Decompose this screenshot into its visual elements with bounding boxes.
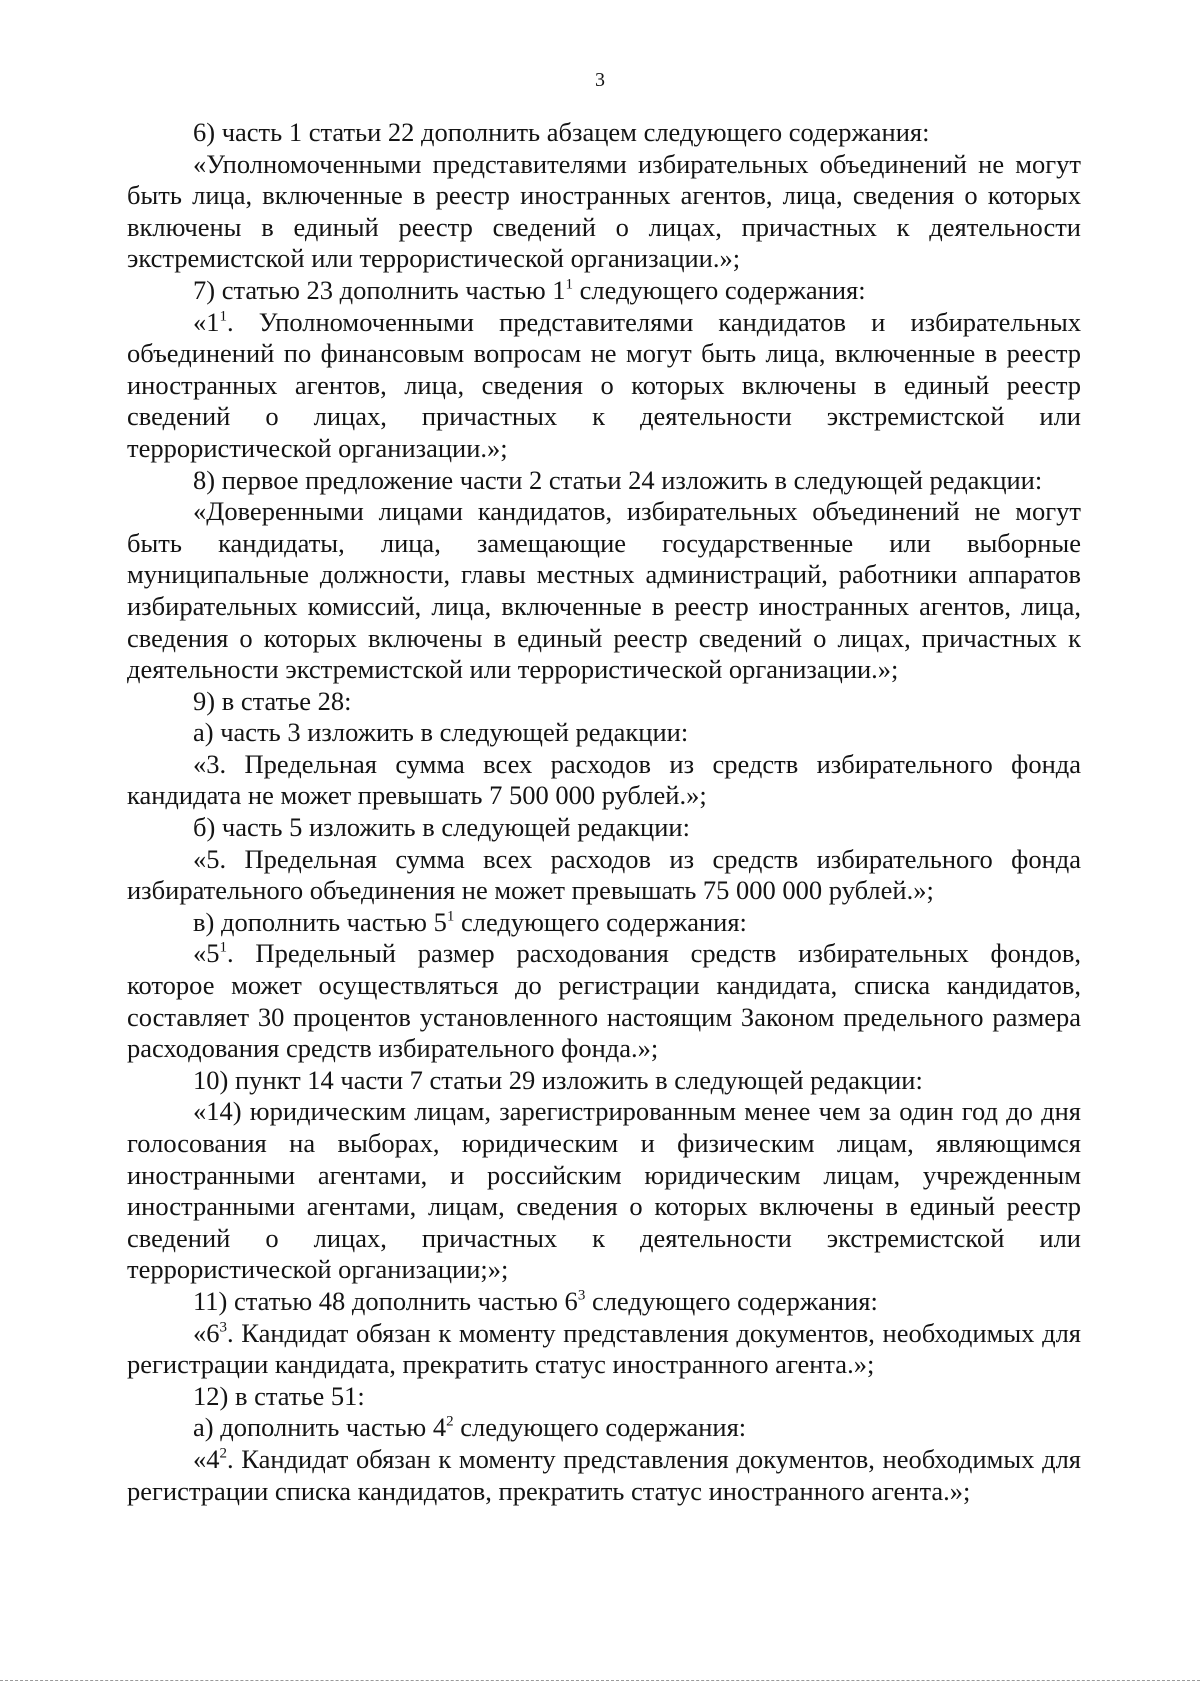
paragraph: «Уполномоченными представителями избирательных объединений не могут быть лица, включенные в реестр иностранных агентов, лица, сведения о которых включены в единый реестр сведений о лицах, причастных к деятельности экстремистской или террористической организации.»;: [127, 148, 1081, 274]
paragraph: 6) часть 1 статьи 22 дополнить абзацем следующего содержания:: [193, 117, 930, 147]
superscript: 1: [446, 908, 455, 925]
paragraph: «14) юридическим лицам, зарегистрированным менее чем за один год до дня голосования на выборах, юридическим и физическим лицам, являющимся иностранными агентами, и российским юридическим лицам, учрежденным иностранными агентами, лицам, сведения о которых включены в единый реестр сведений о лицах, причастных к деятельности экстремистской или террористической организации;»;: [127, 1096, 1081, 1285]
paragraph: б) часть 5 изложить в следующей редакции:: [193, 812, 690, 843]
paragraph: а) дополнить частью $4^2$ следующего содержания:: [193, 1412, 747, 1443]
paragraph: 11) статью 48 дополнить частью $6^3$ следующего содержания:: [193, 1285, 878, 1316]
paragraph: 12) в статье 51:: [193, 1380, 365, 1411]
paragraph: в) дополнить частью $5^1$ следующего содержания:: [193, 906, 747, 937]
paragraph: 7) статью 23 дополнить частью $1^1$ следующего содержания:: [193, 274, 866, 305]
scan-edge-divider: [0, 1680, 1200, 1681]
paragraph: 8) первое предложение части 2 статьи 24 изложить в следующей редакции:: [193, 464, 1043, 495]
paragraph: «3. Предельная сумма всех расходов из средств избирательного фонда кандидата не может превышать 7 500 000 рублей.»;: [127, 748, 1081, 811]
superscript: 1: [565, 276, 574, 293]
paragraph: «$1^1$. Уполномоченными представителями кандидатов и избирательных объединений по финансовым вопросам не могут быть лица, включенные в реестр иностранных агентов, лица, сведения о которых включены в единый реестр сведений о лицах, причастных к деятельности экстремистской или террористической организации.»;: [127, 306, 1081, 463]
superscript: 1: [219, 308, 227, 325]
paragraph: «5. Предельная сумма всех расходов из средств избирательного фонда избирательного объединения не может превышать 75 000 000 рублей.»;: [127, 843, 1081, 906]
superscript: 1: [219, 939, 227, 956]
paragraph: а) часть 3 изложить в следующей редакции:: [193, 717, 689, 748]
document-body: [127, 117, 1081, 1507]
paragraph: «Доверенными лицами кандидатов, избирательных объединений не могут быть кандидаты, лица, замещающие государственные или выборные муниципальные должности, главы местных администраций, работники аппаратов избирательных комиссий, лица, включенные в реестр иностранных агентов, лица, сведения о которых включены в единый реестр сведений о лицах, причастных к деятельности экстремистской или террористической организации.»;: [127, 496, 1081, 685]
paragraph: «$4^2$. Кандидат обязан к моменту представления документов, необходимых для регистрации списка кандидатов, прекратить статус иностранного агента.»;: [127, 1443, 1081, 1506]
superscript: 2: [446, 1413, 454, 1430]
paragraph: «$5^1$. Предельный размер расходования средств избирательных фондов, которое может осуществляться до регистрации кандидата, списка кандидатов, составляет 30 процентов установленного настоящим Законом предельного размера расходования средств избирательного фонда.»;: [127, 938, 1081, 1064]
paragraph: 9) в статье 28:: [193, 685, 352, 716]
page-number: 3: [595, 69, 605, 91]
paragraph: 10) пункт 14 части 7 статьи 29 изложить в следующей редакции:: [193, 1064, 923, 1095]
superscript: 2: [219, 1445, 227, 1462]
superscript: 3: [219, 1319, 227, 1336]
paragraph: «$6^3$. Кандидат обязан к моменту представления документов, необходимых для регистрации кандидата, прекратить статус иностранного агента.»;: [127, 1317, 1081, 1380]
superscript: 3: [577, 1287, 586, 1304]
